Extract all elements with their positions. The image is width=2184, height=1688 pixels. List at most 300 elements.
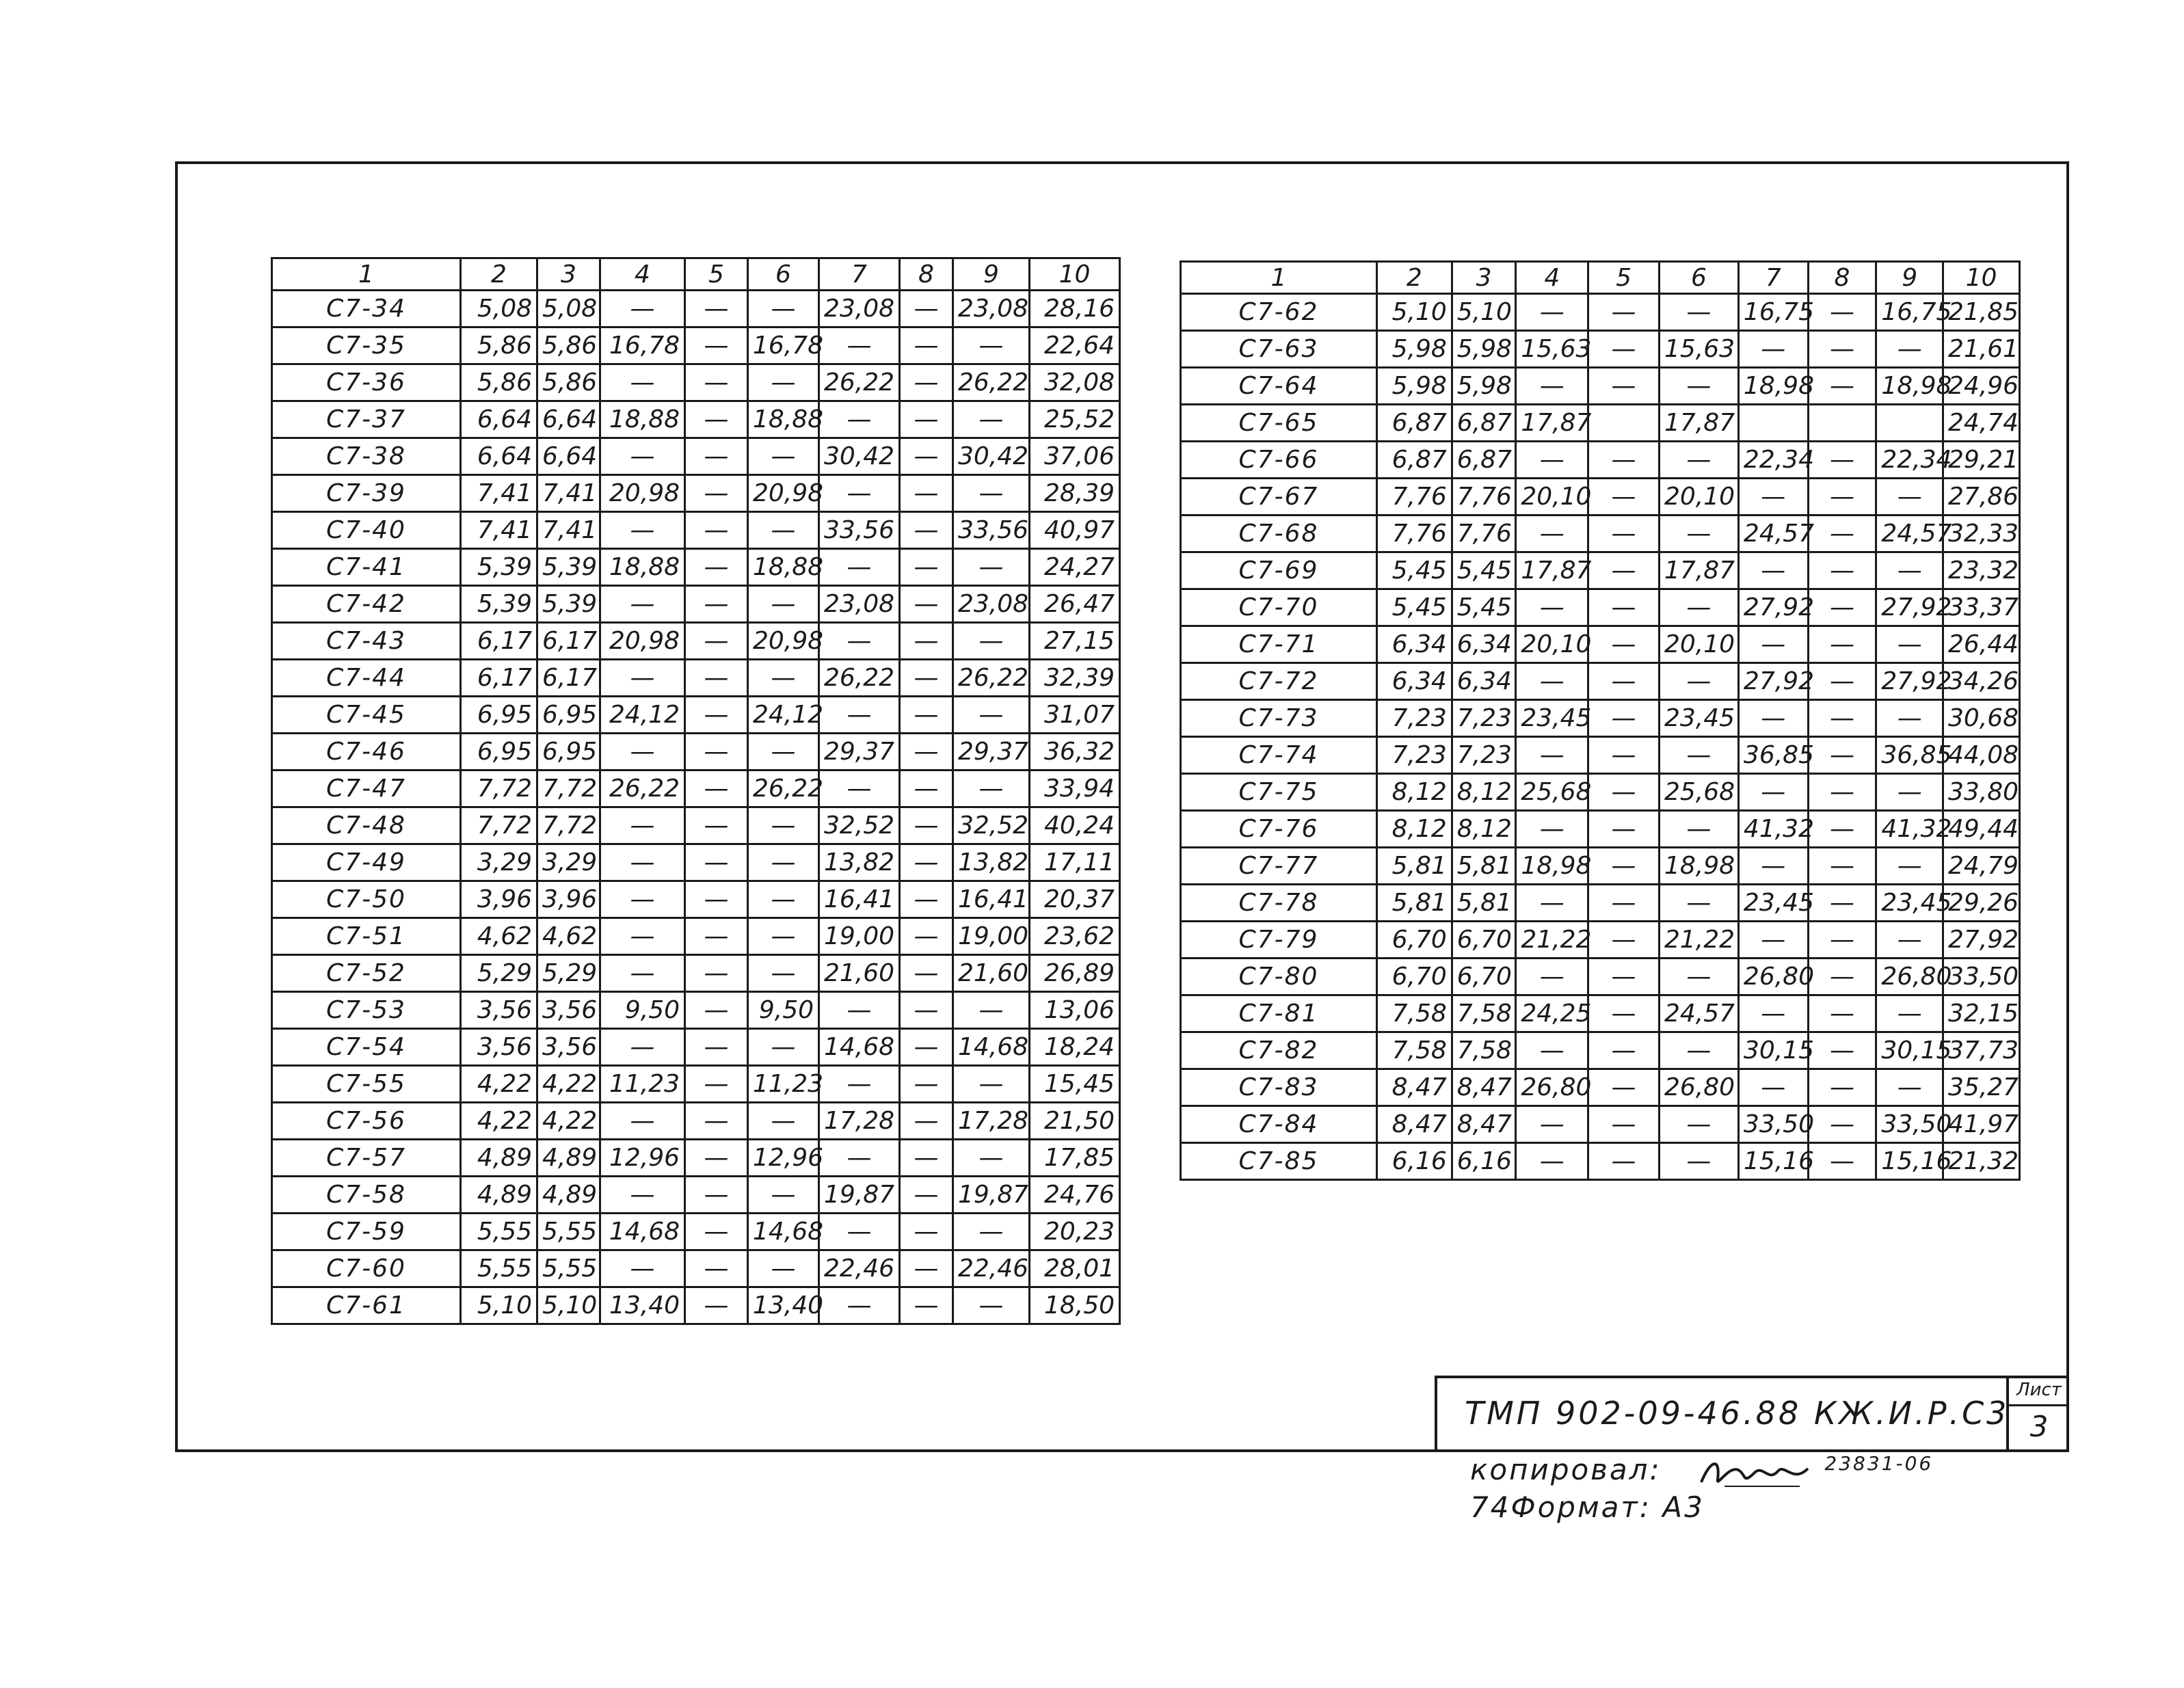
value-cell: 4,62 <box>537 918 600 955</box>
value-cell: 26,80 <box>1516 1069 1588 1106</box>
value-cell: 5,55 <box>537 1250 600 1287</box>
spec-table-right <box>1180 260 2021 1181</box>
value-cell: 5,10 <box>1376 294 1452 331</box>
value-cell: 7,58 <box>1452 1032 1516 1069</box>
value-cell: 22,34 <box>1738 442 1808 479</box>
value-cell: 20,37 <box>1030 881 1120 918</box>
value-cell: — <box>1808 774 1876 811</box>
value-cell: 20,98 <box>600 475 685 512</box>
table-row <box>1181 663 2020 700</box>
value-cell: — <box>819 549 900 586</box>
value-cell: 5,98 <box>1376 368 1452 405</box>
value-cell: 5,55 <box>537 1214 600 1250</box>
value-cell: 8,47 <box>1452 1069 1516 1106</box>
value-cell: 18,98 <box>1876 368 1943 405</box>
element-mark-cell: С7-80 <box>1181 959 1377 995</box>
value-cell: 37,06 <box>1030 438 1120 475</box>
sheet-box <box>2006 1378 2069 1452</box>
value-cell: — <box>1808 922 1876 959</box>
value-cell: — <box>900 549 953 586</box>
value-cell: — <box>900 512 953 549</box>
value-cell: — <box>1588 737 1660 774</box>
value-cell: — <box>1808 1032 1876 1069</box>
value-cell: — <box>900 1103 953 1140</box>
value-cell: — <box>1808 885 1876 922</box>
value-cell: 5,86 <box>537 327 600 364</box>
value-cell: — <box>953 327 1030 364</box>
value-cell: 18,88 <box>748 549 819 586</box>
table-row <box>272 1103 1120 1140</box>
value-cell: — <box>953 992 1030 1029</box>
value-cell: — <box>685 807 748 844</box>
value-cell: — <box>748 1029 819 1066</box>
value-cell: — <box>600 955 685 992</box>
value-cell: 4,22 <box>537 1103 600 1140</box>
value-cell: 4,22 <box>461 1066 537 1103</box>
value-cell: — <box>1516 368 1588 405</box>
value-cell: 24,57 <box>1738 515 1808 552</box>
value-cell: — <box>1659 1106 1738 1143</box>
value-cell: — <box>900 844 953 881</box>
column-header: 9 <box>1876 262 1943 294</box>
value-cell: — <box>1876 700 1943 737</box>
element-mark-cell: С7-49 <box>272 844 461 881</box>
value-cell: 6,17 <box>461 660 537 697</box>
value-cell: 6,70 <box>1376 922 1452 959</box>
value-cell: 6,64 <box>537 438 600 475</box>
value-cell: 20,10 <box>1516 626 1588 663</box>
value-cell: — <box>685 660 748 697</box>
value-cell: — <box>748 955 819 992</box>
value-cell: 26,22 <box>819 660 900 697</box>
value-cell: — <box>600 1103 685 1140</box>
value-cell: 21,50 <box>1030 1103 1120 1140</box>
value-cell: — <box>685 327 748 364</box>
value-cell: — <box>748 1250 819 1287</box>
column-header: 3 <box>537 258 600 291</box>
value-cell: 17,87 <box>1516 552 1588 589</box>
value-cell: 21,85 <box>1943 294 2020 331</box>
value-cell: 17,28 <box>819 1103 900 1140</box>
value-cell: 23,45 <box>1659 700 1738 737</box>
value-cell: 24,76 <box>1030 1177 1120 1214</box>
value-cell: — <box>1588 1106 1660 1143</box>
value-cell: 7,72 <box>461 771 537 807</box>
value-cell: — <box>1808 811 1876 848</box>
value-cell: — <box>685 1066 748 1103</box>
value-cell: — <box>685 475 748 512</box>
value-cell <box>1738 405 1808 442</box>
value-cell: — <box>900 660 953 697</box>
value-cell: 3,29 <box>537 844 600 881</box>
element-mark-cell: С7-36 <box>272 364 461 401</box>
value-cell: 24,12 <box>600 697 685 734</box>
value-cell: 17,87 <box>1659 405 1738 442</box>
value-cell: 12,96 <box>600 1140 685 1177</box>
title-block <box>1435 1376 2069 1452</box>
value-cell: — <box>748 844 819 881</box>
value-cell: 18,98 <box>1738 368 1808 405</box>
table-row <box>272 992 1120 1029</box>
value-cell: — <box>819 401 900 438</box>
value-cell: 5,39 <box>461 549 537 586</box>
value-cell: — <box>1516 589 1588 626</box>
value-cell: — <box>1738 1069 1808 1106</box>
value-cell: — <box>748 881 819 918</box>
column-header: 7 <box>1738 262 1808 294</box>
value-cell: 26,89 <box>1030 955 1120 992</box>
value-cell: 27,15 <box>1030 623 1120 660</box>
value-cell: — <box>1738 479 1808 515</box>
value-cell: — <box>1588 922 1660 959</box>
value-cell: — <box>685 844 748 881</box>
value-cell: 16,41 <box>953 881 1030 918</box>
column-header: 8 <box>1808 262 1876 294</box>
value-cell: — <box>819 771 900 807</box>
value-cell: 30,15 <box>1876 1032 1943 1069</box>
value-cell: 9,50 <box>600 992 685 1029</box>
value-cell: — <box>900 918 953 955</box>
column-header: 2 <box>1376 262 1452 294</box>
spec-table-left <box>271 257 1121 1325</box>
value-cell: — <box>900 955 953 992</box>
value-cell: 33,50 <box>1738 1106 1808 1143</box>
value-cell: — <box>900 1250 953 1287</box>
value-cell: 8,47 <box>1452 1106 1516 1143</box>
column-header: 9 <box>953 258 1030 291</box>
value-cell: — <box>900 771 953 807</box>
value-cell: 6,34 <box>1452 626 1516 663</box>
value-cell: 26,80 <box>1738 959 1808 995</box>
element-mark-cell: С7-75 <box>1181 774 1377 811</box>
value-cell: — <box>685 918 748 955</box>
value-cell: 20,23 <box>1030 1214 1120 1250</box>
table-row <box>1181 552 2020 589</box>
value-cell: — <box>1588 1069 1660 1106</box>
value-cell: — <box>1516 515 1588 552</box>
value-cell: — <box>1659 515 1738 552</box>
table-row <box>1181 1032 2020 1069</box>
value-cell: 14,68 <box>600 1214 685 1250</box>
element-mark-cell: С7-78 <box>1181 885 1377 922</box>
value-cell: 13,40 <box>600 1287 685 1324</box>
value-cell: — <box>1808 515 1876 552</box>
value-cell: 6,70 <box>1376 959 1452 995</box>
value-cell: 30,42 <box>819 438 900 475</box>
table-row <box>1181 1069 2020 1106</box>
element-mark-cell: С7-65 <box>1181 405 1377 442</box>
element-mark-cell: С7-67 <box>1181 479 1377 515</box>
value-cell: 36,85 <box>1738 737 1808 774</box>
value-cell: 5,86 <box>461 327 537 364</box>
value-cell: — <box>748 660 819 697</box>
value-cell: 17,85 <box>1030 1140 1120 1177</box>
value-cell: — <box>1808 959 1876 995</box>
value-cell: 5,81 <box>1376 885 1452 922</box>
column-header: 6 <box>1659 262 1738 294</box>
table-row <box>272 918 1120 955</box>
value-cell: 6,34 <box>1452 663 1516 700</box>
table-row <box>272 438 1120 475</box>
value-cell: — <box>685 1214 748 1250</box>
value-cell: 5,45 <box>1376 589 1452 626</box>
value-cell: 31,07 <box>1030 697 1120 734</box>
value-cell: — <box>685 881 748 918</box>
value-cell: 6,64 <box>461 438 537 475</box>
value-cell: — <box>685 992 748 1029</box>
value-cell: 13,06 <box>1030 992 1120 1029</box>
value-cell: 29,26 <box>1943 885 2020 922</box>
value-cell: 41,32 <box>1876 811 1943 848</box>
value-cell: 24,74 <box>1943 405 2020 442</box>
element-mark-cell: С7-79 <box>1181 922 1377 959</box>
value-cell: 29,37 <box>953 734 1030 771</box>
value-cell: — <box>900 1177 953 1214</box>
value-cell: — <box>685 623 748 660</box>
value-cell: 3,96 <box>537 881 600 918</box>
value-cell: 4,62 <box>461 918 537 955</box>
value-cell: — <box>748 512 819 549</box>
value-cell: — <box>748 734 819 771</box>
element-mark-cell: С7-54 <box>272 1029 461 1066</box>
value-cell: — <box>1808 331 1876 368</box>
value-cell: 23,08 <box>819 291 900 327</box>
value-cell: — <box>900 1214 953 1250</box>
value-cell: — <box>900 401 953 438</box>
value-cell: 17,11 <box>1030 844 1120 881</box>
value-cell: — <box>1588 552 1660 589</box>
value-cell: 6,87 <box>1376 405 1452 442</box>
value-cell: 26,80 <box>1876 959 1943 995</box>
value-cell: — <box>900 475 953 512</box>
value-cell: 21,32 <box>1943 1143 2020 1180</box>
value-cell: — <box>1659 959 1738 995</box>
value-cell: 5,39 <box>461 586 537 623</box>
value-cell: — <box>1588 848 1660 885</box>
element-mark-cell: С7-64 <box>1181 368 1377 405</box>
value-cell: — <box>685 734 748 771</box>
value-cell: 27,92 <box>1876 663 1943 700</box>
value-cell: 5,08 <box>461 291 537 327</box>
table-row <box>272 1066 1120 1103</box>
copied-label: копировал: <box>1470 1452 1662 1486</box>
table-row <box>272 844 1120 881</box>
value-cell: — <box>1659 442 1738 479</box>
element-mark-cell: С7-85 <box>1181 1143 1377 1180</box>
value-cell: 7,58 <box>1452 995 1516 1032</box>
table-row <box>272 1029 1120 1066</box>
value-cell: — <box>1659 368 1738 405</box>
value-cell: — <box>900 438 953 475</box>
value-cell: — <box>819 1066 900 1103</box>
value-cell: — <box>1738 552 1808 589</box>
table-row <box>272 586 1120 623</box>
table-row <box>272 475 1120 512</box>
value-cell: 7,76 <box>1452 515 1516 552</box>
value-cell: 4,22 <box>461 1103 537 1140</box>
table-row <box>272 660 1120 697</box>
value-cell: 12,96 <box>748 1140 819 1177</box>
value-cell: — <box>1876 848 1943 885</box>
value-cell: — <box>1876 922 1943 959</box>
table-row <box>1181 405 2020 442</box>
value-cell: 41,97 <box>1943 1106 2020 1143</box>
value-cell: 3,56 <box>537 1029 600 1066</box>
value-cell: 17,87 <box>1659 552 1738 589</box>
table-row <box>272 623 1120 660</box>
value-cell: 6,87 <box>1452 405 1516 442</box>
table-row <box>1181 774 2020 811</box>
value-cell: 25,68 <box>1659 774 1738 811</box>
value-cell: — <box>900 1140 953 1177</box>
value-cell: 3,29 <box>461 844 537 881</box>
value-cell: — <box>685 438 748 475</box>
table-row <box>272 1287 1120 1324</box>
table-row <box>272 1214 1120 1250</box>
value-cell: 32,52 <box>819 807 900 844</box>
value-cell: 16,78 <box>600 327 685 364</box>
value-cell: 20,98 <box>600 623 685 660</box>
table-row <box>1181 737 2020 774</box>
value-cell: 33,50 <box>1943 959 2020 995</box>
element-mark-cell: С7-82 <box>1181 1032 1377 1069</box>
value-cell: 6,70 <box>1452 959 1516 995</box>
value-cell: — <box>748 1103 819 1140</box>
value-cell: — <box>600 291 685 327</box>
value-cell: — <box>1588 589 1660 626</box>
value-cell: 11,23 <box>748 1066 819 1103</box>
value-cell: 30,15 <box>1738 1032 1808 1069</box>
table-row <box>272 955 1120 992</box>
table-row <box>272 771 1120 807</box>
sheet-label: Лист <box>2009 1380 2069 1406</box>
table-row <box>1181 589 2020 626</box>
value-cell: 27,86 <box>1943 479 2020 515</box>
value-cell: — <box>1808 1143 1876 1180</box>
value-cell: — <box>1659 737 1738 774</box>
element-mark-cell: С7-38 <box>272 438 461 475</box>
value-cell: — <box>685 1250 748 1287</box>
value-cell: 21,60 <box>819 955 900 992</box>
value-cell: 7,72 <box>537 771 600 807</box>
value-cell: — <box>953 623 1030 660</box>
column-header: 5 <box>1588 262 1660 294</box>
value-cell: — <box>685 1029 748 1066</box>
value-cell: 21,60 <box>953 955 1030 992</box>
value-cell: 7,41 <box>461 512 537 549</box>
table-row <box>272 549 1120 586</box>
value-cell: 35,27 <box>1943 1069 2020 1106</box>
value-cell: — <box>1738 848 1808 885</box>
value-cell: 5,39 <box>537 586 600 623</box>
value-cell: — <box>900 327 953 364</box>
value-cell: 26,22 <box>600 771 685 807</box>
value-cell: 7,76 <box>1376 515 1452 552</box>
value-cell: — <box>900 364 953 401</box>
value-cell: — <box>1588 811 1660 848</box>
element-mark-cell: С7-51 <box>272 918 461 955</box>
column-header: 5 <box>685 258 748 291</box>
value-cell: — <box>819 623 900 660</box>
value-cell: 5,08 <box>537 291 600 327</box>
value-cell: 6,34 <box>1376 626 1452 663</box>
column-header: 6 <box>748 258 819 291</box>
value-cell: — <box>600 586 685 623</box>
value-cell: 3,56 <box>461 1029 537 1066</box>
value-cell: — <box>1808 626 1876 663</box>
value-cell: 21,22 <box>1516 922 1588 959</box>
value-cell <box>1876 405 1943 442</box>
value-cell: 32,39 <box>1030 660 1120 697</box>
element-mark-cell: С7-83 <box>1181 1069 1377 1106</box>
value-cell: 4,89 <box>461 1177 537 1214</box>
value-cell: 22,46 <box>819 1250 900 1287</box>
value-cell: 13,82 <box>953 844 1030 881</box>
table-row <box>272 1177 1120 1214</box>
value-cell: 22,46 <box>953 1250 1030 1287</box>
table-row <box>1181 959 2020 995</box>
table-row <box>272 807 1120 844</box>
value-cell: 3,56 <box>537 992 600 1029</box>
table-row <box>1181 442 2020 479</box>
value-cell: — <box>1516 1106 1588 1143</box>
value-cell: 18,24 <box>1030 1029 1120 1066</box>
value-cell: — <box>1588 885 1660 922</box>
value-cell: — <box>1808 737 1876 774</box>
value-cell: — <box>1876 479 1943 515</box>
value-cell: 34,26 <box>1943 663 2020 700</box>
value-cell: 6,95 <box>461 734 537 771</box>
value-cell: — <box>748 438 819 475</box>
element-mark-cell: С7-60 <box>272 1250 461 1287</box>
value-cell: 15,45 <box>1030 1066 1120 1103</box>
value-cell: 5,81 <box>1452 848 1516 885</box>
value-cell: — <box>1808 479 1876 515</box>
table-row <box>272 1140 1120 1177</box>
value-cell: 26,22 <box>748 771 819 807</box>
value-cell: — <box>600 660 685 697</box>
value-cell: — <box>900 586 953 623</box>
value-cell: 6,64 <box>537 401 600 438</box>
value-cell: 19,00 <box>953 918 1030 955</box>
value-cell: — <box>1659 663 1738 700</box>
value-cell: 5,39 <box>537 549 600 586</box>
value-cell: 21,61 <box>1943 331 2020 368</box>
value-cell: 27,92 <box>1943 922 2020 959</box>
element-mark-cell: С7-41 <box>272 549 461 586</box>
table-row <box>1181 995 2020 1032</box>
value-cell: — <box>953 1066 1030 1103</box>
value-cell: — <box>1876 774 1943 811</box>
value-cell: 26,22 <box>819 364 900 401</box>
value-cell: 7,23 <box>1452 737 1516 774</box>
element-mark-cell: С7-62 <box>1181 294 1377 331</box>
value-cell: 16,75 <box>1876 294 1943 331</box>
value-cell: 37,73 <box>1943 1032 2020 1069</box>
value-cell: — <box>900 1029 953 1066</box>
value-cell: 30,42 <box>953 438 1030 475</box>
value-cell: — <box>600 438 685 475</box>
value-cell: 16,41 <box>819 881 900 918</box>
element-mark-cell: С7-76 <box>1181 811 1377 848</box>
element-mark-cell: С7-53 <box>272 992 461 1029</box>
value-cell: — <box>748 918 819 955</box>
value-cell: 19,00 <box>819 918 900 955</box>
value-cell: — <box>1588 663 1660 700</box>
table-header-row <box>272 258 1120 291</box>
element-mark-cell: С7-72 <box>1181 663 1377 700</box>
column-header: 1 <box>1181 262 1377 294</box>
